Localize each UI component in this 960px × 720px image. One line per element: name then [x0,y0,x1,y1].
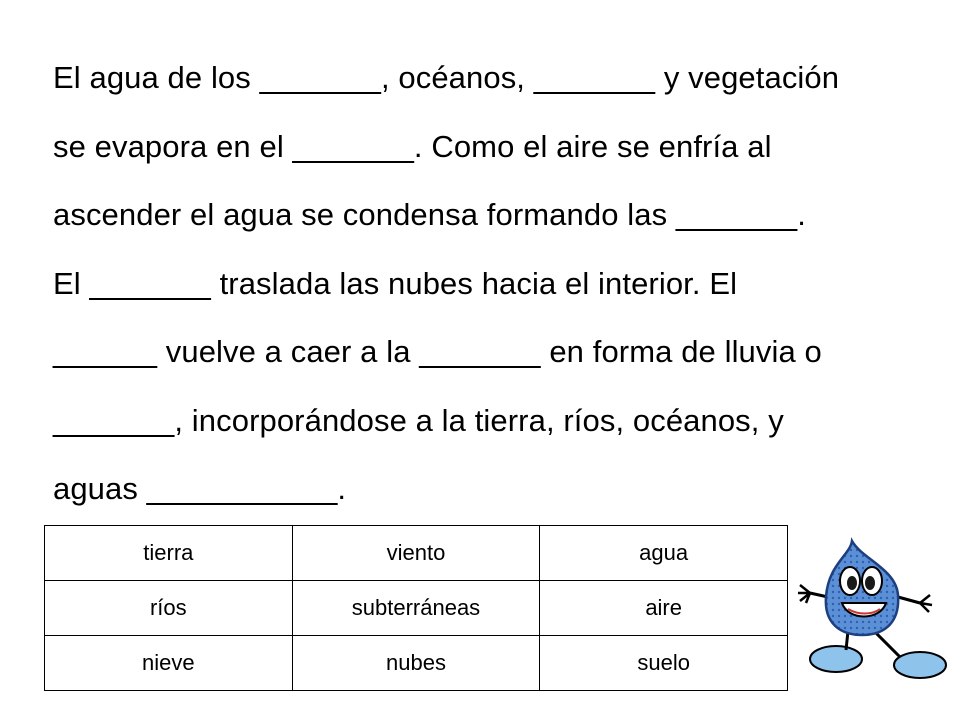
passage-line: ______ vuelve a caer a la _______ en forma de lluvia o [53,334,822,369]
word-cell: ríos [45,581,293,636]
table-row [45,581,788,636]
word-cell: subterráneas [292,581,540,636]
word-bank-table [44,525,788,691]
word-cell: nubes [292,636,540,691]
table-row [45,526,788,581]
word-cell: suelo [540,636,788,691]
word-cell: agua [540,526,788,581]
table-row [45,636,788,691]
passage-line: El _______ traslada las nubes hacia el interior. El [53,265,738,301]
word-cell: tierra [45,526,293,581]
fill-in-the-blank-passage [53,44,913,524]
passage-line: _______, incorporándose a la tierra, ríos, océanos, y [53,402,784,438]
passage-line: aguas ___________. [53,471,347,506]
water-drop-mascot-icon [788,535,960,685]
word-cell: nieve [45,636,293,691]
passage-line: se evapora en el _______. Como el aire se enfría al [53,128,772,164]
passage-line: El agua de los _______, océanos, _______ y vegetación [53,60,840,95]
word-cell: aire [540,581,788,636]
word-cell: viento [292,526,540,581]
passage-line: ascender el agua se condensa formando las _______. [53,197,806,232]
